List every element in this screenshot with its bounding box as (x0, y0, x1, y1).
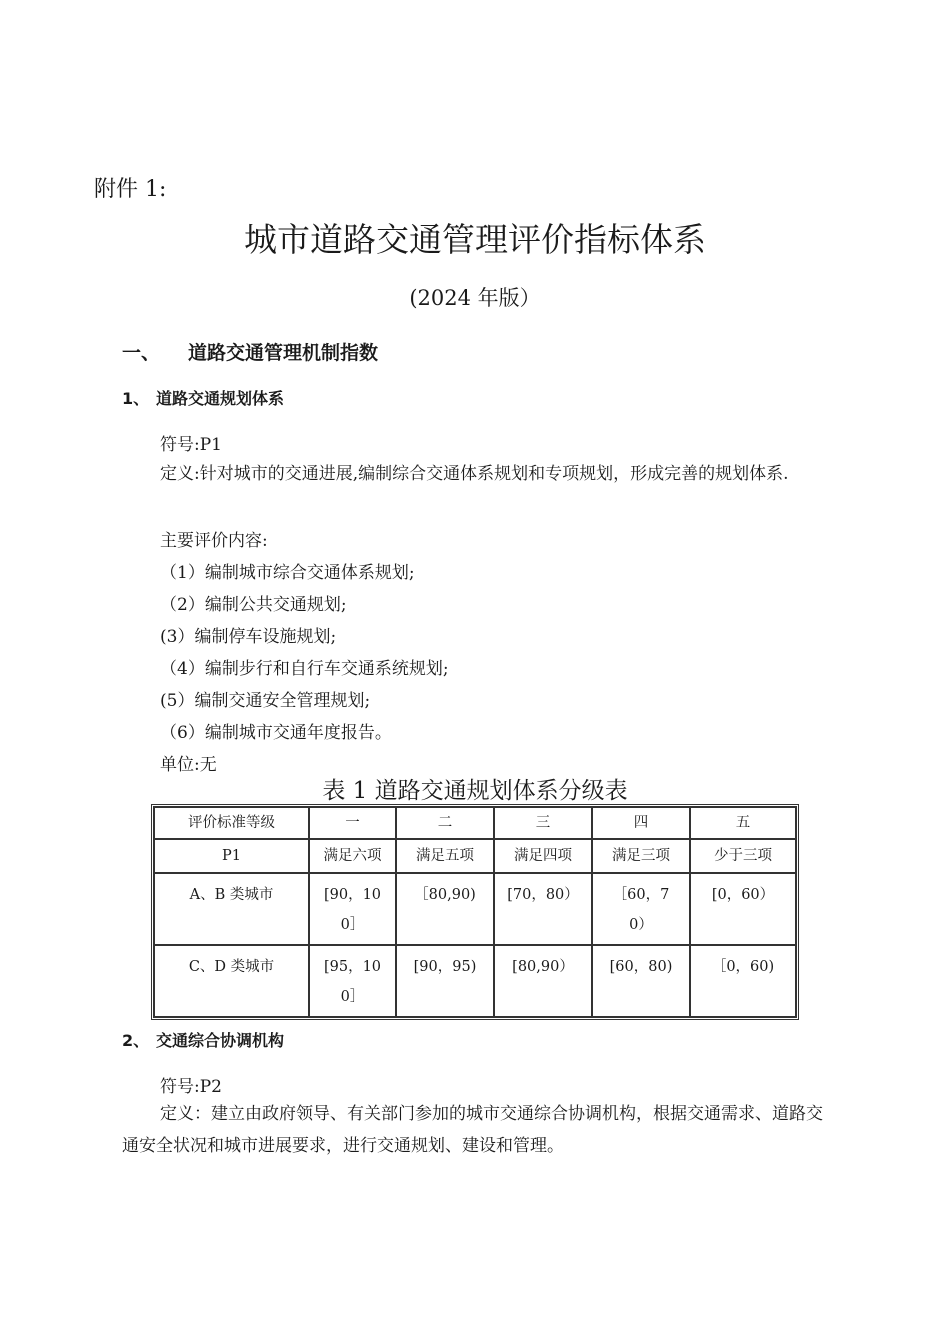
table-cell: P1 (154, 839, 309, 873)
table-cell: 满足四项 (494, 839, 592, 873)
content-item: (5）编制交通安全管理规划; (160, 691, 371, 711)
attachment-label: 附件 1: (94, 177, 167, 202)
table-cell: C、D 类城市 (154, 945, 309, 1017)
table-cell: 满足五项 (396, 839, 494, 873)
table-cell (309, 945, 396, 1017)
table-cell: [80,90） (494, 945, 592, 1017)
content-item: （1）编制城市综合交通体系规划; (160, 563, 415, 583)
item-heading (122, 1028, 284, 1051)
item-number: 2、 (122, 1031, 150, 1050)
section-heading (122, 338, 378, 365)
table-header-cell: 四 (592, 807, 690, 839)
item-title: 交通综合协调机构 (156, 1031, 285, 1050)
table-header-cell: 二 (396, 807, 494, 839)
item-title: 道路交通规划体系 (156, 389, 285, 408)
table-cell-text: [95，100］ (323, 959, 382, 1005)
table-cell: 满足三项 (592, 839, 690, 873)
table-cell: [60，80) (592, 945, 690, 1017)
item-symbol: 符号:P1 (160, 435, 222, 455)
table-row (154, 873, 796, 945)
table-cell: [70，80） (494, 873, 592, 945)
content-item: (3）编制停车设施规划; (160, 627, 337, 647)
table-cell: A、B 类城市 (154, 873, 309, 945)
item-definition: 定义:针对城市的交通进展,编制综合交通体系规划和专项规划，形成完善的规划体系. (160, 464, 789, 484)
table-cell: [90，95) (396, 945, 494, 1017)
table-cell (592, 873, 690, 945)
section-title: 道路交通管理机制指数 (188, 342, 379, 364)
table-header-cell: 评价标准等级 (154, 807, 309, 839)
content-item: （2）编制公共交通规划; (160, 595, 347, 615)
table-row (154, 945, 796, 1017)
table-cell: ［0，60) (690, 945, 796, 1017)
table-cell: 满足六项 (309, 839, 396, 873)
content-label: 主要评价内容: (160, 531, 268, 551)
table-cell: [0，60） (690, 873, 796, 945)
content-item: （4）编制步行和自行车交通系统规划; (160, 659, 449, 679)
section-number: 一、 (122, 342, 161, 364)
document-subtitle: (2024 年版） (409, 286, 541, 310)
item-symbol: 符号:P2 (160, 1077, 222, 1097)
table-header-cell: 一 (309, 807, 396, 839)
unit-label: 单位:无 (160, 755, 217, 775)
content-item: （6）编制城市交通年度报告。 (160, 723, 392, 743)
table-header-cell: 五 (690, 807, 796, 839)
table-caption: 表 1 道路交通规划体系分级表 (322, 778, 628, 804)
item-number: 1、 (122, 389, 150, 408)
table-header-row (154, 807, 796, 839)
table-cell: 少于三项 (690, 839, 796, 873)
item-heading (122, 386, 284, 409)
item-definition: 定义：建立由政府领导、有关部门参加的城市交通综合协调机构，根据交通需求、道路交通安全状况和城市进展要求，进行交通规划、建设和管理。 (122, 1104, 823, 1156)
table-cell: ［80,90) (396, 873, 494, 945)
grading-table (151, 804, 799, 1020)
table-cell-text: [90，100］ (323, 887, 382, 933)
table-header-cell: 三 (494, 807, 592, 839)
table-row (154, 839, 796, 873)
table-cell-text: ［60，70） (612, 887, 670, 933)
table-cell (309, 873, 396, 945)
document-title: 城市道路交通管理评价指标体系 (244, 220, 706, 259)
